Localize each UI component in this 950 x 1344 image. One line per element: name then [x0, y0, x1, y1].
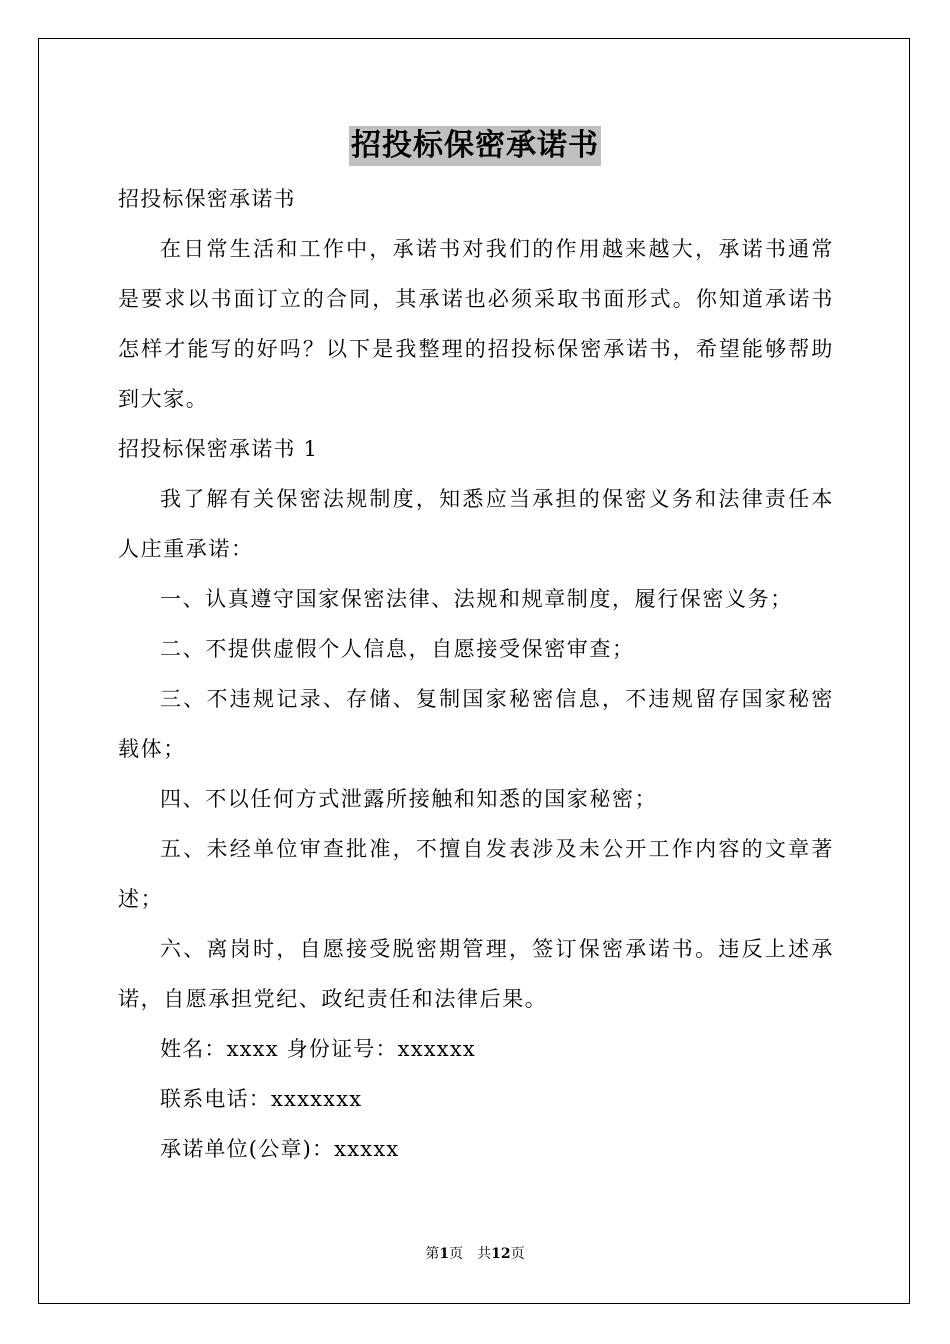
page-number: 1: [439, 1246, 450, 1262]
commitment-item-2: 二、不提供虚假个人信息，自愿接受保密审查；: [160, 637, 635, 661]
page-prefix: 第: [425, 1246, 440, 1262]
section-heading: 招投标保密承诺书 1: [118, 437, 319, 461]
commitment-item-5: 五、未经单位审查批准，不擅自发表涉及未公开工作内容的文章著述；: [118, 837, 834, 911]
total-pages: 12: [491, 1246, 511, 1262]
total-suffix: 页: [510, 1246, 525, 1262]
title-container: [0, 126, 950, 166]
commitment-item-3: 三、不违规记录、存储、复制国家秘密信息，不违规留存国家秘密载体；: [118, 687, 834, 761]
phone-field: 联系电话：xxxxxxx: [160, 1087, 363, 1111]
intro-paragraph: 在日常生活和工作中，承诺书对我们的作用越来越大，承诺书通常是要求以书面订立的合同，其承诺也必须采取书面形式。你知道承诺书怎样才能写的好吗？以下是我整理的招投标保密承诺书，希望能够帮助到大家。: [118, 237, 834, 411]
commitment-item-1: 一、认真遵守国家保密法律、法规和规章制度，履行保密义务；: [160, 587, 793, 611]
page-footer: [0, 1244, 950, 1264]
total-prefix: 共: [477, 1246, 492, 1262]
document-subtitle: 招投标保密承诺书: [118, 187, 296, 211]
name-id-field: 姓名：xxxx 身份证号：xxxxxx: [160, 1037, 476, 1061]
unit-seal-field: 承诺单位(公章)：xxxxx: [160, 1137, 400, 1161]
commitment-lead-paragraph: 我了解有关保密法规制度，知悉应当承担的保密义务和法律责任本人庄重承诺：: [118, 487, 834, 561]
commitment-item-6: 六、离岗时，自愿接受脱密期管理，签订保密承诺书。违反上述承诺，自愿承担党纪、政纪责任和法律后果。: [118, 937, 834, 1011]
commitment-item-4: 四、不以任何方式泄露所接触和知悉的国家秘密；: [160, 787, 658, 811]
document-body: [118, 174, 834, 1174]
document-title: 招投标保密承诺书: [349, 126, 601, 166]
page-suffix: 页: [449, 1246, 464, 1262]
